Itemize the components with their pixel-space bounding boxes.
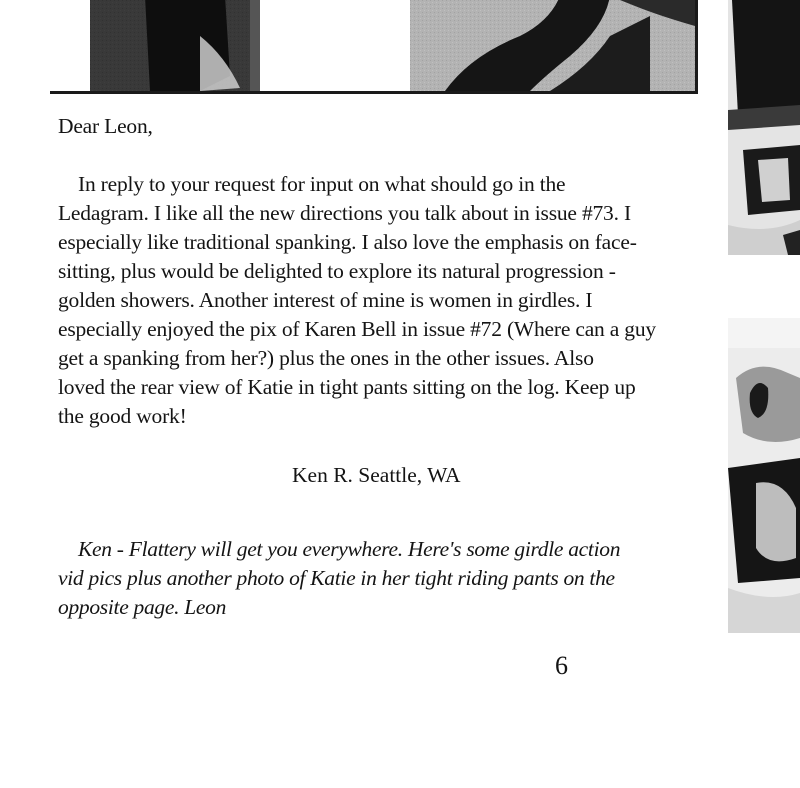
- top-photo-image: [50, 0, 698, 94]
- side-photo-bottom: [728, 318, 800, 633]
- side-photo-top-image: [728, 0, 800, 255]
- top-photo-strip: [50, 0, 698, 94]
- reply-line: Ken - Flattery will get you everywhere. Here's some girdle action: [78, 537, 621, 561]
- letter-line: especially like traditional spanking. I also love the emphasis on face-: [58, 230, 637, 254]
- letter-signature: Ken R. Seattle, WA: [292, 463, 461, 487]
- side-photo-top: [728, 0, 800, 255]
- letter-line: especially enjoyed the pix of Karen Bell in issue #72 (Where can a guy: [58, 317, 656, 341]
- letter-body: [58, 170, 718, 431]
- editor-reply: [58, 535, 620, 622]
- side-photo-bottom-image: [728, 318, 800, 633]
- letter-line: the good work!: [58, 404, 187, 428]
- letter-line: golden showers. Another interest of mine is women in girdles. I: [58, 288, 593, 312]
- letter-line: Ledagram. I like all the new directions you talk about in issue #73. I: [58, 201, 631, 225]
- letter-line: In reply to your request for input on what should go in the: [78, 172, 566, 196]
- reply-line: vid pics plus another photo of Katie in her tight riding pants on the: [58, 566, 615, 590]
- letter-line: sitting, plus would be delighted to explore its natural progression -: [58, 259, 616, 283]
- reply-line: opposite page. Leon: [58, 595, 227, 619]
- letter-line: loved the rear view of Katie in tight pants sitting on the log. Keep up: [58, 375, 636, 399]
- letter-salutation: Dear Leon,: [58, 114, 153, 138]
- letter-line: get a spanking from her?) plus the ones in the other issues. Also: [58, 346, 594, 370]
- page-number: 6: [555, 651, 568, 680]
